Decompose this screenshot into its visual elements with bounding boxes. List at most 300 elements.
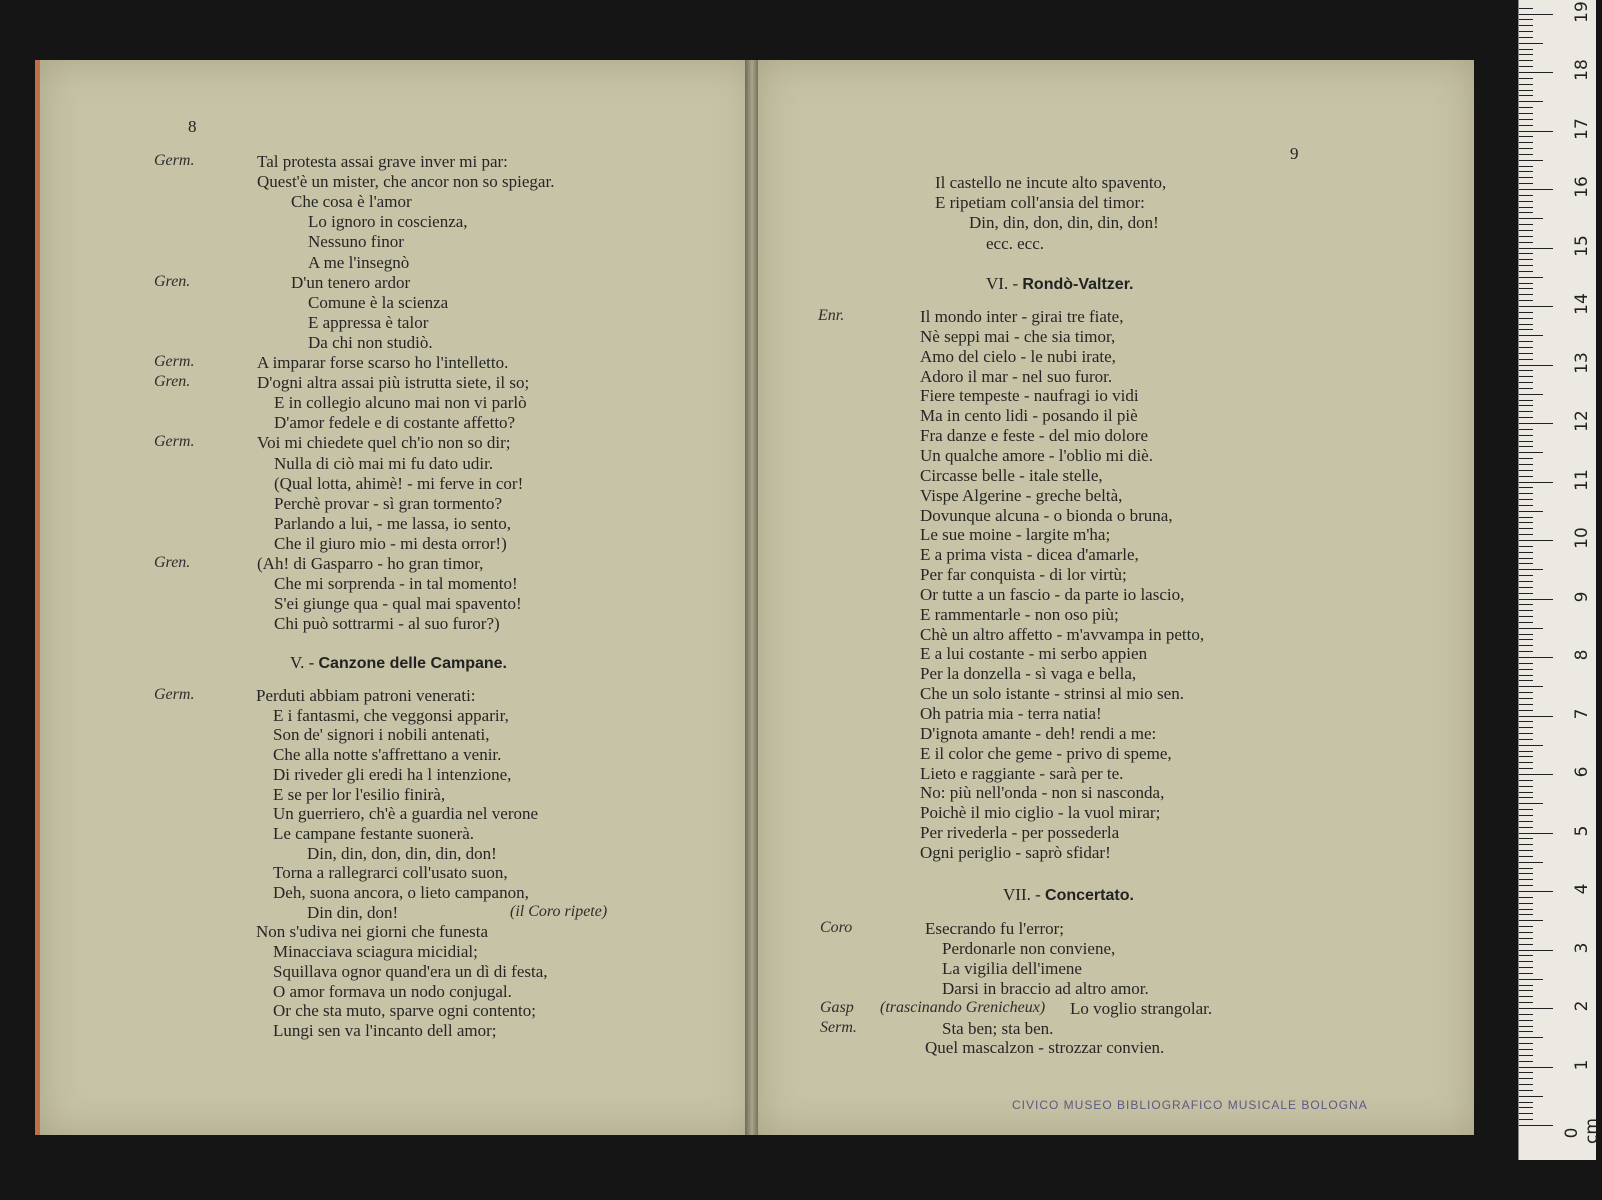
verse-line: Un qualche amore - l'oblio mi diè. <box>920 445 1153 465</box>
ruler-tick <box>1519 756 1533 757</box>
ruler-tick <box>1519 242 1533 243</box>
stage-direction: (trascinando Grenicheux) <box>880 998 1046 1016</box>
ruler-tick <box>1519 499 1533 500</box>
ruler-tick <box>1519 663 1533 664</box>
ruler-tick <box>1519 762 1533 763</box>
speaker-label: Coro <box>820 919 853 936</box>
verse-line: Le sue moine - largite m'ha; <box>920 525 1111 545</box>
verse-line: E rammentarle - non oso più; <box>920 604 1119 624</box>
verse-line: Din, din, don, din, din, don! <box>969 213 1159 233</box>
ruler-tick <box>1519 318 1533 319</box>
verse-line: Lo ignoro in coscienza, <box>308 212 468 232</box>
ruler-tick <box>1519 154 1533 155</box>
ruler-tick <box>1519 248 1553 249</box>
ruler-label: 16 <box>1572 176 1592 198</box>
ruler-tick <box>1519 236 1533 237</box>
verse-line: Lieto e raggiante - sarà per te. <box>920 763 1124 783</box>
ruler-tick <box>1519 464 1533 465</box>
ruler-tick <box>1519 1049 1533 1050</box>
ruler-tick <box>1519 680 1533 681</box>
ruler-tick <box>1519 675 1533 676</box>
book-gutter <box>745 60 759 1135</box>
page-number-right: 9 <box>1290 144 1299 163</box>
ruler-tick <box>1519 177 1533 178</box>
ruler-label: 18 <box>1572 59 1592 81</box>
ruler-tick <box>1519 897 1533 898</box>
verse-line: Or che sta muto, sparve ogni contento; <box>273 1001 536 1021</box>
ruler-tick <box>1519 14 1553 15</box>
ruler-tick <box>1519 95 1533 96</box>
verse-line: Da chi non studiò. <box>308 332 433 352</box>
ruler-tick <box>1519 780 1533 781</box>
verse-line: Il castello ne incute alto spavento, <box>935 173 1167 192</box>
ruler-tick <box>1519 914 1533 915</box>
verse-line: Comune è la scienza <box>308 292 449 312</box>
ruler-tick <box>1519 1084 1533 1085</box>
verse-line: Ogni periglio - saprò sfidar! <box>920 842 1111 862</box>
ruler-tick <box>1519 90 1533 91</box>
verse-line: Quest'è un mister, che ancor non so spiegar. <box>257 172 555 192</box>
verse-line: Esecrando fu l'error; <box>925 919 1064 938</box>
ruler-tick <box>1519 517 1533 518</box>
ruler-tick <box>1519 903 1533 904</box>
ruler-tick <box>1519 920 1543 921</box>
verse-line: Fiere tempeste - naufragi io vidi <box>920 386 1139 406</box>
section-heading-v <box>290 653 507 673</box>
ruler-tick <box>1519 604 1533 605</box>
ruler-tick <box>1519 990 1533 991</box>
ruler-tick <box>1519 1119 1533 1120</box>
ruler-tick <box>1519 405 1533 406</box>
ruler-tick <box>1519 160 1543 161</box>
section-title: Rondò-Valtzer. <box>1022 276 1134 293</box>
ruler-tick <box>1519 429 1533 430</box>
verse-line: A me l'insegnò <box>308 252 410 272</box>
ruler-tick <box>1519 31 1533 32</box>
ruler-tick <box>1519 230 1533 231</box>
verse-line: Amo del cielo - le nubi irate, <box>920 346 1116 366</box>
ruler-tick <box>1519 125 1533 126</box>
ruler-tick <box>1519 288 1533 289</box>
ruler-tick <box>1519 78 1533 79</box>
ruler-tick <box>1519 183 1533 184</box>
verse-line: Sta ben; sta ben. <box>942 1018 1054 1038</box>
ruler-tick <box>1519 394 1543 395</box>
section-title: Canzone delle Campane. <box>318 655 507 672</box>
ruler-tick <box>1519 996 1533 997</box>
ruler-tick <box>1519 628 1543 629</box>
speaker-label: Serm. <box>820 1018 857 1036</box>
ruler-tick <box>1519 487 1533 488</box>
ruler-tick <box>1519 739 1533 740</box>
ruler-tick <box>1519 1055 1533 1056</box>
ruler-tick <box>1519 727 1533 728</box>
verse-line: Oh patria mia - terra natia! <box>920 704 1102 723</box>
ruler-label: 17 <box>1572 117 1592 140</box>
verse-line: Darsi in braccio ad altro amor. <box>942 978 1149 998</box>
library-stamp: CIVICO MUSEO BIBLIOGRAFICO MUSICALE BOLOGNA <box>1012 1098 1368 1112</box>
verse-line: Perchè provar - sì gran tormento? <box>274 493 502 513</box>
ruler-tick <box>1519 955 1533 956</box>
ruler-tick <box>1519 19 1533 20</box>
section-number: V. - <box>290 653 315 672</box>
verse-line: Nè seppi mai - che sia timor, <box>920 326 1116 346</box>
ruler-tick <box>1519 873 1533 874</box>
speaker-label: Gren. <box>154 554 191 571</box>
verse-line: D'ogni altra assai più istrutta siete, il so; <box>257 373 530 393</box>
ruler-label: 2 <box>1572 1000 1592 1012</box>
ruler-label: 19 <box>1572 0 1592 23</box>
ruler-tick <box>1519 101 1543 102</box>
ruler-tick <box>1519 891 1553 892</box>
ruler-tick <box>1519 1002 1533 1003</box>
ruler-tick <box>1519 616 1533 617</box>
ruler-tick <box>1519 967 1533 968</box>
speaker-label: Germ. <box>154 152 195 169</box>
verse-line: Circasse belle - itale stelle, <box>920 465 1103 485</box>
ruler-tick <box>1519 60 1533 61</box>
verse-line: Lungi sen va l'incanto dell amor; <box>273 1020 497 1040</box>
ruler-tick <box>1519 645 1533 646</box>
ruler-tick <box>1519 1102 1533 1103</box>
ruler-tick <box>1519 862 1543 863</box>
ruler-tick <box>1519 458 1533 459</box>
ruler-tick <box>1519 347 1533 348</box>
ruler-tick <box>1519 686 1543 687</box>
speaker-label: Gasp <box>820 998 854 1016</box>
ruler-tick <box>1519 411 1533 412</box>
verse-line: Minacciava sciagura micidial; <box>273 942 478 962</box>
ruler-tick <box>1519 838 1533 839</box>
ruler-label: 9 <box>1572 591 1592 602</box>
ruler-tick <box>1519 979 1543 980</box>
ruler-tick <box>1519 253 1533 254</box>
ruler-tick <box>1519 189 1553 190</box>
ruler-tick <box>1519 698 1533 699</box>
verse-line: Or tutte a un fascio - da parte io lascio, <box>920 584 1185 604</box>
verse-line: D'amor fedele e di costante affetto? <box>274 413 516 433</box>
ruler-label: 3 <box>1572 942 1592 953</box>
ruler-tick <box>1519 212 1533 213</box>
verse-line: Chi può sottrarmi - al suo furor?) <box>274 614 500 634</box>
ruler-tick <box>1519 973 1533 974</box>
ruler-tick <box>1519 1061 1533 1062</box>
ruler-tick <box>1519 470 1533 471</box>
ruler-tick <box>1519 803 1543 804</box>
verse-line: Vispe Algerine - greche beltà, <box>920 485 1123 505</box>
verse-line: Nulla di ciò mai mi fu dato udir. <box>274 453 494 473</box>
ruler-tick <box>1519 294 1533 295</box>
section-title: Concertato. <box>1045 887 1134 904</box>
verse-line: Poichè il mio ciglio - la vuol mirar; <box>920 803 1161 823</box>
ruler-tick <box>1519 312 1533 313</box>
ruler-tick <box>1519 1043 1533 1044</box>
ruler-tick <box>1519 1026 1533 1027</box>
ruler-tick <box>1519 546 1533 547</box>
verse-line: Quel mascalzon - strozzar convien. <box>925 1038 1165 1058</box>
verse-line: Deh, suona ancora, o lieto campanon, <box>273 883 529 902</box>
ruler-tick <box>1519 563 1533 564</box>
ruler-tick <box>1519 575 1533 576</box>
speaker-label: Germ. <box>154 686 195 703</box>
ruler-tick <box>1519 593 1533 594</box>
ruler-tick <box>1519 827 1533 828</box>
ruler-tick <box>1519 119 1533 120</box>
verse-line: Torna a rallegrarci coll'usato suon, <box>273 863 508 883</box>
ruler-tick <box>1519 166 1533 167</box>
ruler-tick <box>1519 72 1553 73</box>
verse-line: La vigilia dell'imene <box>942 958 1082 978</box>
ruler-tick <box>1519 610 1533 611</box>
verse-line: Di riveder gli eredi ha l intenzione, <box>273 764 512 784</box>
ruler-tick <box>1519 1090 1533 1091</box>
verse-line: Squillava ognor quand'era un dì di festa, <box>273 961 548 981</box>
ruler-tick <box>1519 774 1553 775</box>
ruler-label: 15 <box>1572 234 1592 257</box>
verse-line: Son de' signori i nobili antenati, <box>273 725 490 745</box>
ruler-label: 12 <box>1572 410 1592 432</box>
ruler-tick <box>1519 797 1533 798</box>
ruler-tick <box>1519 341 1533 342</box>
ruler-tick <box>1519 1020 1533 1021</box>
ruler-tick <box>1519 622 1533 623</box>
ruler-tick <box>1519 704 1533 705</box>
ruler-tick <box>1519 435 1533 436</box>
ruler-tick <box>1519 909 1533 910</box>
ruler-tick <box>1519 329 1533 330</box>
section-heading-vi <box>986 274 1133 294</box>
verse-line: Dovunque alcuna - o bionda o bruna, <box>920 505 1173 525</box>
ruler-tick <box>1519 171 1533 172</box>
ruler-tick <box>1519 745 1543 746</box>
ruler-tick <box>1519 868 1533 869</box>
verse-line: (Qual lotta, ahimè! - mi ferve in cor! <box>274 473 524 493</box>
ruler-tick <box>1519 1037 1543 1038</box>
section-number: VII. - <box>1003 885 1041 904</box>
ruler-tick <box>1519 283 1533 284</box>
ruler-tick <box>1519 376 1533 377</box>
ruler-tick <box>1519 201 1533 202</box>
ruler-tick <box>1519 581 1533 582</box>
verse-line: Non s'udiva nei giorni che funesta <box>256 922 489 942</box>
ruler-tick <box>1519 388 1533 389</box>
ruler-tick <box>1519 400 1533 401</box>
ruler-tick <box>1519 534 1533 535</box>
speaker-label: Gren. <box>154 373 191 391</box>
verse-line: Che il giuro mio - mi desta orror!) <box>274 533 507 553</box>
ruler-tick <box>1519 850 1533 851</box>
ruler-tick <box>1519 1031 1533 1032</box>
verse-line: A imparar forse scarso ho l'intelletto. <box>257 353 509 372</box>
ruler-tick <box>1519 441 1533 442</box>
section-heading-vii <box>1003 885 1134 905</box>
ruler-label: 6 <box>1572 766 1592 778</box>
ruler-tick <box>1519 476 1533 477</box>
ruler-tick <box>1519 335 1543 336</box>
ruler-tick <box>1519 218 1543 219</box>
ruler-tick <box>1519 961 1533 962</box>
verse-line: Parlando a lui, - me lassa, io sento, <box>274 513 512 533</box>
verse-line: Ma in cento lidi - posando il piè <box>920 406 1138 426</box>
verse-line: Che cosa è l'amor <box>291 192 412 212</box>
ruler-tick <box>1519 148 1533 149</box>
ruler-tick <box>1519 1096 1543 1097</box>
ruler-label: 7 <box>1572 708 1592 719</box>
ruler-tick <box>1519 142 1533 143</box>
ruler-tick <box>1519 768 1533 769</box>
ruler-tick <box>1519 452 1543 453</box>
ruler-tick <box>1519 938 1533 939</box>
verse-line: Fra danze e feste - del mio dolore <box>920 426 1148 446</box>
ruler-tick <box>1519 482 1553 483</box>
verse-line: Che mi sorprenda - in tal momento! <box>274 574 518 594</box>
ruler-tick <box>1519 1072 1533 1073</box>
page-number-left: 8 <box>188 117 197 136</box>
verse-line: Il mondo inter - girai tre fiate, <box>920 307 1124 326</box>
ruler-label: 14 <box>1572 293 1592 315</box>
ruler-tick <box>1519 552 1533 553</box>
ruler-tick <box>1519 792 1533 793</box>
ruler-tick <box>1519 786 1533 787</box>
verse-line: E i fantasmi, che veggonsi apparir, <box>273 705 509 725</box>
ruler-tick <box>1519 511 1543 512</box>
verse-line: E il color che geme - privo di speme, <box>920 743 1172 763</box>
ruler-tick <box>1519 721 1533 722</box>
ruler-tick <box>1519 569 1543 570</box>
ruler-tick <box>1519 277 1543 278</box>
verse-line: Adoro il mar - nel suo furor. <box>920 366 1113 386</box>
verse-line: Lo voglio strangolar. <box>1070 998 1213 1018</box>
verse-line: Din, din, don, din, din, don! <box>307 843 497 863</box>
ruler-tick <box>1519 37 1533 38</box>
ruler-tick <box>1519 751 1533 752</box>
verse-line: Per rivederla - per possederla <box>920 823 1120 843</box>
verse-line: Le campane festante suonerà. <box>273 823 475 843</box>
verse-line: Nessuno finor <box>308 232 404 252</box>
ruler-tick <box>1519 944 1533 945</box>
ruler-tick <box>1519 131 1553 132</box>
ruler-label: 11 <box>1572 468 1592 491</box>
ruler-tick <box>1519 446 1533 447</box>
ruler-tick <box>1519 271 1533 272</box>
ruler-tick <box>1519 359 1533 360</box>
ruler-tick <box>1519 885 1533 886</box>
ruler-tick <box>1519 66 1533 67</box>
ruler-tick <box>1519 692 1533 693</box>
ruler-tick <box>1519 522 1533 523</box>
section-number: VI. - <box>986 274 1019 293</box>
speaker-label: Enr. <box>818 307 845 324</box>
ruler-tick <box>1519 8 1533 9</box>
ruler-tick <box>1519 84 1533 85</box>
ruler-tick <box>1519 844 1533 845</box>
verse-line: O amor formava un nodo conjugal. <box>273 981 512 1001</box>
ruler-tick <box>1519 493 1533 494</box>
ruler-tick <box>1519 54 1533 55</box>
ruler-tick <box>1519 1125 1553 1126</box>
verse-line: Per la donzella - sì vaga e bella, <box>920 664 1137 684</box>
ruler-label: 8 <box>1572 649 1592 661</box>
verse-line: No: più nell'onda - non si nasconda, <box>920 783 1165 803</box>
verse-line: D'un tenero ardor <box>291 272 411 292</box>
stage-direction: (il Coro ripete) <box>510 902 608 920</box>
verse-line: E appressa è talor <box>308 312 429 332</box>
ruler-tick <box>1519 300 1533 301</box>
ruler-label: 4 <box>1572 883 1592 895</box>
ruler-tick <box>1519 136 1533 137</box>
ruler-tick <box>1519 49 1533 50</box>
ruler-tick <box>1519 599 1553 600</box>
ruler-tick <box>1519 528 1533 529</box>
ruler-tick <box>1519 365 1553 366</box>
ruler-tick <box>1519 107 1533 108</box>
ruler-tick <box>1519 926 1533 927</box>
speaker-label: Germ. <box>154 353 195 370</box>
ruler-tick <box>1519 587 1533 588</box>
ruler-tick <box>1519 207 1533 208</box>
ruler-tick <box>1519 950 1553 951</box>
ruler-tick <box>1519 306 1553 307</box>
ruler-tick <box>1519 43 1543 44</box>
ruler-tick <box>1519 259 1533 260</box>
verse-line: (Ah! di Gasparro - ho gran timor, <box>257 554 484 573</box>
verse-line: D'ignota amante - deh! rendi a me: <box>920 723 1157 743</box>
ruler-tick <box>1519 417 1533 418</box>
ruler-tick <box>1519 1078 1533 1079</box>
verse-line: E a lui costante - mi serbo appien <box>920 644 1148 664</box>
ruler-tick <box>1519 634 1533 635</box>
ruler-label: 5 <box>1572 825 1592 836</box>
ruler-tick <box>1519 224 1533 225</box>
verse-line: Tal protesta assai grave inver mi par: <box>257 152 508 171</box>
verse-line: Che un solo istante - strinsi al mio sen. <box>920 684 1184 704</box>
verse-line: Per far conquista - di lor virtù; <box>920 565 1127 585</box>
verse-line: E a prima vista - dicea d'amarle, <box>920 545 1139 565</box>
ruler-tick <box>1519 716 1553 717</box>
ruler-tick <box>1519 1014 1533 1015</box>
ruler-tick <box>1519 639 1533 640</box>
ruler-tick <box>1519 113 1533 114</box>
ruler-tick <box>1519 1067 1553 1068</box>
verse-line: E in collegio alcuno mai non vi parlò <box>274 393 527 413</box>
verse-line: ecc. ecc. <box>986 233 1045 253</box>
ruler-tick <box>1519 1008 1553 1009</box>
verse-line: E ripetiam coll'ansia del timor: <box>935 193 1145 213</box>
verse-line: Perdonarle non conviene, <box>942 938 1116 958</box>
ruler-tick <box>1519 985 1533 986</box>
ruler-tick <box>1519 809 1533 810</box>
ruler-tick <box>1519 833 1553 834</box>
ruler-tick <box>1519 25 1533 26</box>
ruler-tick <box>1519 815 1533 816</box>
ruler-tick <box>1519 423 1553 424</box>
ruler-tick <box>1519 540 1553 541</box>
ruler-label: 0 cm <box>1562 1118 1602 1144</box>
ruler-tick <box>1519 657 1553 658</box>
ruler-tick <box>1519 651 1533 652</box>
ruler-tick <box>1519 195 1533 196</box>
ruler-tick <box>1519 370 1533 371</box>
ruler-tick <box>1519 932 1533 933</box>
ruler-label: 10 <box>1572 527 1592 549</box>
verse-line: Chè un altro affetto - m'avvampa in petto, <box>920 624 1205 644</box>
ruler-tick <box>1519 558 1533 559</box>
ruler-tick <box>1519 733 1533 734</box>
verse-line: Voi mi chiedete quel ch'io non so dir; <box>257 433 511 453</box>
ruler-tick <box>1519 382 1533 383</box>
verse-line: E se per lor l'esilio finirà, <box>273 784 446 804</box>
verse-line: Din din, don! <box>307 902 399 922</box>
